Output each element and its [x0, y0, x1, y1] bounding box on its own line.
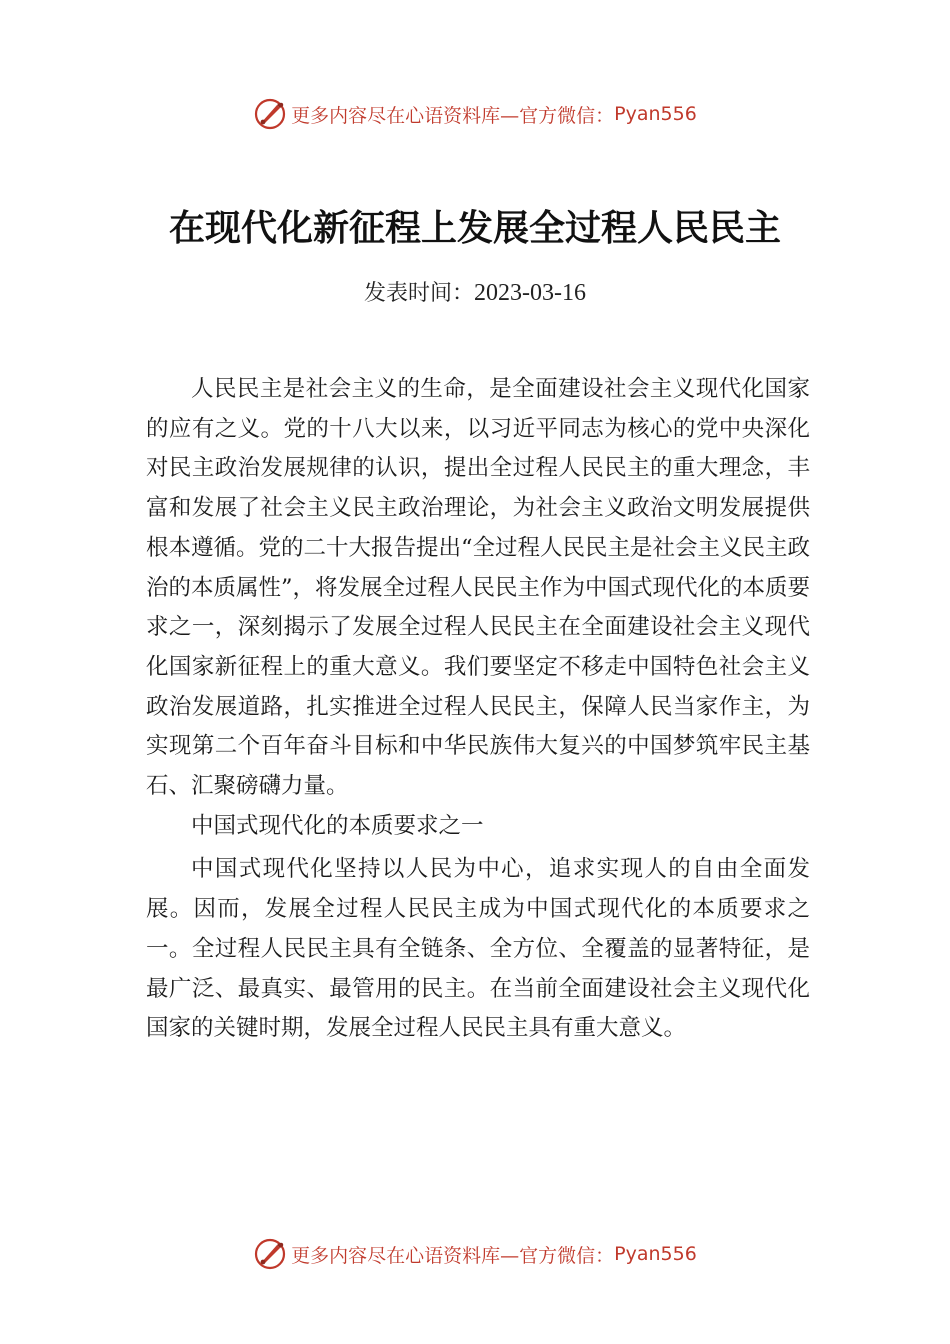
publish-date-value: 2023-03-16 — [474, 280, 586, 306]
publish-date — [0, 276, 950, 307]
article-body — [146, 370, 810, 1049]
banner-wechat-id: Pyan556 — [614, 103, 697, 125]
banner-wechat-id: Pyan556 — [614, 1243, 697, 1265]
section-heading: 中国式现代化的本质要求之一 — [191, 812, 484, 839]
quill-pen-icon — [253, 97, 287, 131]
article-title: 在现代化新征程上发展全过程人民民主 — [168, 207, 781, 249]
body-paragraph: 人民民主是社会主义的生命，是全面建设社会主义现代化国家的应有之义。党的十八大以来，以习近平同志为核心的党中央深化对民主政治发展规律的认识，提出全过程人民民主的重大理念，丰富和发展了社会主义民主政治理论，为社会主义政治文明发展提供根本遵循。党的二十大报告提出“全过程人民民主是社会主义民主政治的本质属性”，将发展全过程人民民主作为中国式现代化的本质要求之一，深刻揭示了发展全过程人民民主在全面建设社会主义现代化国家新征程上的重大意义。我们要坚定不移走中国特色社会主义政治发展道路，扎实推进全过程人民民主，保障人民当家作主，为实现第二个百年奋斗目标和中华民族伟大复兴的中国梦筑牢民主基石、汇聚磅礴力量。 — [146, 376, 811, 800]
quill-pen-icon — [253, 1237, 287, 1271]
header-banner — [0, 92, 950, 136]
body-paragraph: 中国式现代化坚持以人民为中心，追求实现人的自由全面发展。因而，发展全过程人民民主成为中国式现代化的本质要求之一。全过程人民民主具有全链条、全方位、全覆盖的显著特征，是最广泛、最真实、最管用的民主。在当前全面建设社会主义现代化国家的关键时期，发展全过程人民民主具有重大意义。 — [146, 856, 810, 1042]
publish-date-label: 发表时间： — [364, 281, 475, 306]
banner-text: 更多内容尽在心语资料库—官方微信： — [291, 1244, 615, 1267]
banner-text: 更多内容尽在心语资料库—官方微信： — [291, 104, 615, 127]
footer-banner — [0, 1232, 950, 1276]
